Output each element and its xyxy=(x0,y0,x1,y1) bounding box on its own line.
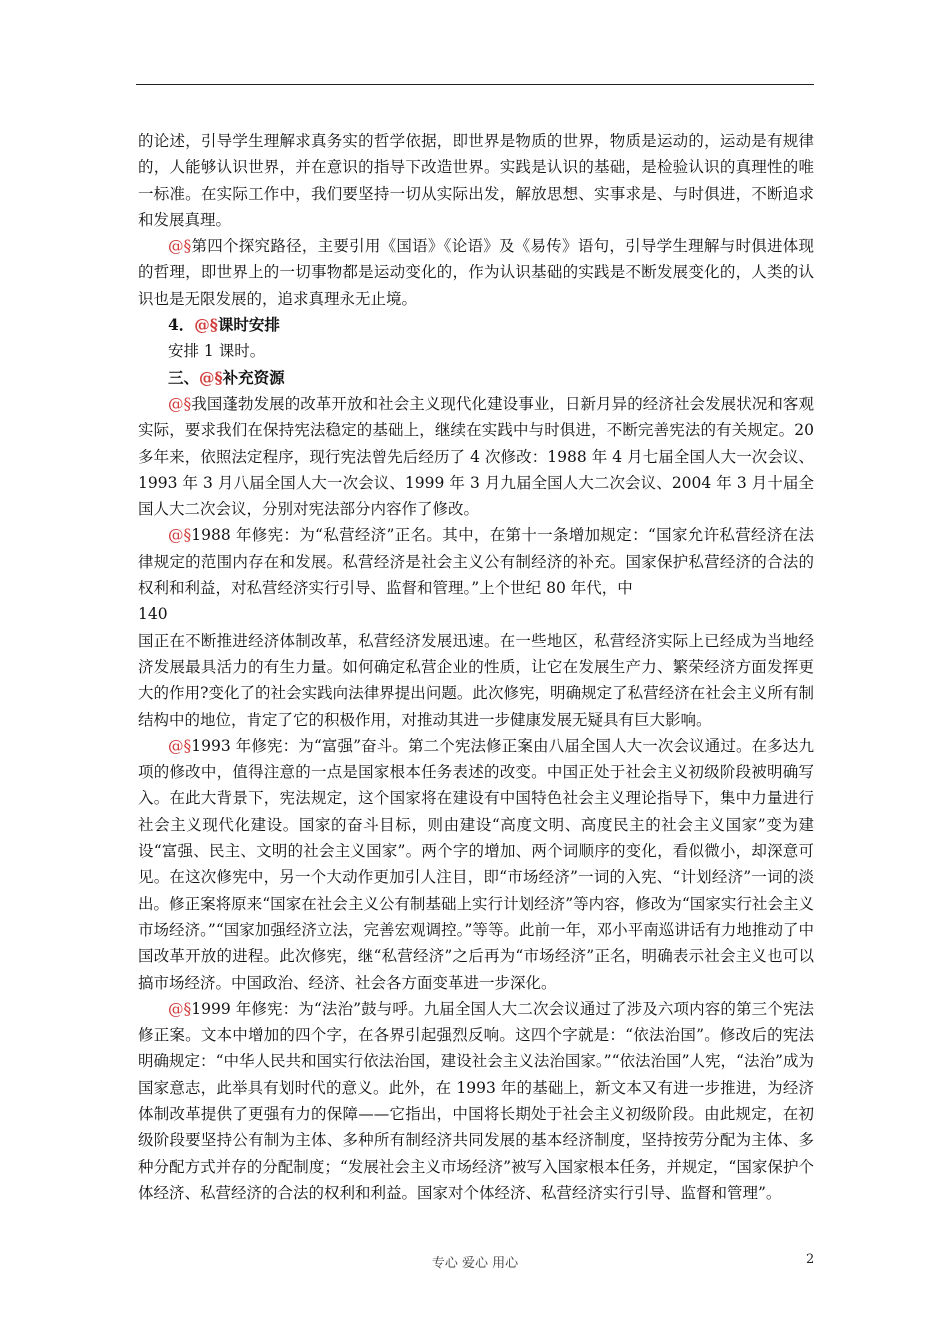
page-number: 2 xyxy=(806,1252,815,1267)
paragraph-schedule: 安排 1 课时。 xyxy=(168,342,266,361)
section-marker: @§ xyxy=(168,394,192,413)
header-rule xyxy=(136,84,814,85)
section-marker: @§ xyxy=(168,526,192,545)
section-marker: @§ xyxy=(168,999,192,1018)
paragraph-constitution-intro: @§我国蓬勃发展的改革开放和社会主义现代化建设事业，日新月异的经济社会发展状况和客观实际，要求我们在保持宪法稳定的基础上，继续在实践中与时俱进，不断完善宪法的有关规定。20 多年来，依照法定程序，现行宪法曾先后经历了 4 次修改：1988 年 4 月七届全国人大一次会议、1993 年 3 月八届全国人大一次会议、1999 年 3 月九届全国人大二次会议、2004 年 3 月十届全国人大二次会议，分别对宪法部分内容作了修改。 xyxy=(138,394,814,519)
heading-lesson-schedule: 4．@§课时安排 xyxy=(168,315,280,335)
paragraph-worldview: 的论述，引导学生理解求真务实的哲学依据，即世界是物质的世界，物质是运动的，运动是有规律的，人能够认识世界，并在意识的指导下改造世界。实践是认识的基础，是检验认识的真理性的唯一标准。在实际工作中，我们要坚持一切从实际出发，解放思想、实事求是、与时俱进，不断追求和发展真理。 xyxy=(138,132,814,229)
document-body xyxy=(138,128,814,1206)
section-marker: @§ xyxy=(199,367,223,387)
paragraph-1993-amendment: @§1993 年修宪：为“富强”奋斗。第二个宪法修正案由八届全国人大一次会议通过。在多达九项的修改中，值得注意的一点是国家根本任务表述的改变。中国正处于社会主义初级阶段被明确写入。在此大背景下，宪法规定，这个国家将在建设有中国特色社会主义理论指导下，集中力量进行社会主义现代化建设。国家的奋斗目标，则由建设“高度文明、高度民主的社会主义国家”变为建设“富强、民主、文明的社会主义国家”。两个字的增加、两个词顺序的变化，看似微小，却深意可见。在这次修宪中，另一个大动作更加引人注目，即“市场经济”一词的入宪、“计划经济”一词的淡出。修正案将原来“国家在社会主义公有制基础上实行计划经济”等内容，修改为“国家实行社会主义市场经济。”“国家加强经济立法，完善宏观调控。”等等。此前一年，邓小平南巡讲话有力地推动了中国改革开放的进程。此次修宪，继“私营经济”之后再为“市场经济”正名，明确表示社会主义也可以搞市场经济。中国政治、经济、社会各方面变革进一步深化。 xyxy=(138,736,814,992)
paragraph-1988-amendment: @§1988 年修宪：为“私营经济”正名。其中，在第十一条增加规定：“国家允许私营经济在法律规定的范围内存在和发展。私营经济是社会主义公有制经济的补充。国家保护私营经济的合法的权利和利益，对私营经济实行引导、监督和管理。”上个世纪 80 年代，中 xyxy=(138,526,814,598)
source-page-number: 140 xyxy=(138,605,168,624)
section-marker: @§ xyxy=(194,315,218,335)
paragraph-1999-amendment: @§1999 年修宪：为“法治”鼓与呼。九届全国人大二次会议通过了涉及六项内容的第三个宪法修正案。文本中增加的四个字，在各界引起强烈反响。这四个字就是：“依法治国”。修改后的宪法明确规定：“中华人民共和国实行依法治国，建设社会主义法治国家。”“依法治国”人宪，“法治”成为国家意志，此举具有划时代的意义。此外，在 1993 年的基础上，新文本又有进一步推进，为经济体制改革提供了更强有力的保障——它指出，中国将长期处于社会主义初级阶段。由此规定，在初级阶段要坚持公有制为主体、多种所有制经济共同发展的基本经济制度，坚持按劳分配为主体、多种分配方式并存的分配制度；“发展社会主义市场经济”被写入国家根本任务，并规定，“国家保护个体经济、私营经济的合法的权利和利益。国家对个体经济、私营经济实行引导、监督和管理”。 xyxy=(138,999,814,1202)
heading-supplementary-resources: 三、@§补充资源 xyxy=(168,367,285,387)
section-marker: @§ xyxy=(168,237,192,256)
paragraph-1988-continued: 国正在不断推进经济体制改革，私营经济发展迅速。在一些地区，私营经济实际上已经成为当地经济发展最具活力的有生力量。如何确定私营企业的性质，让它在发展生产力、繁荣经济方面发挥更大的作用?变化了的社会实践向法律界提出问题。此次修宪，明确规定了私营经济在社会主义所有制结构中的地位，肯定了它的积极作用，对推动其进一步健康发展无疑具有巨大影响。 xyxy=(138,631,814,729)
footer-motto: 专心 爱心 用心 xyxy=(431,1256,519,1271)
section-marker: @§ xyxy=(168,736,192,755)
paragraph-fourth-path: @§第四个探究路径，主要引用《国语》《论语》及《易传》语句，引导学生理解与时俱进体现的哲理，即世界上的一切事物都是运动变化的，作为认识基础的实践是不断发展变化的，人类的认识也是无限发展的，追求真理永无止境。 xyxy=(138,237,814,308)
